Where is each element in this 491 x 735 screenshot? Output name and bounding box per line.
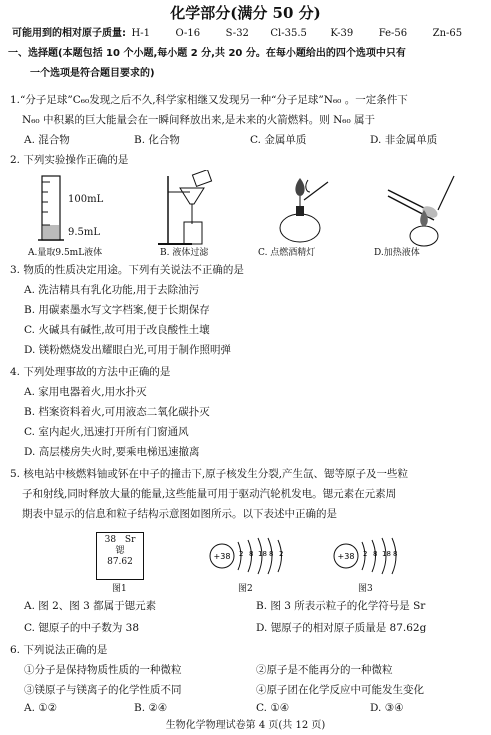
mass-s: S-32 (225, 28, 249, 39)
fig2-caption: 图2 (238, 584, 253, 594)
q1-line1: 1.“分子足球”C₆₀发现之后不久,科学家相继又发现另一种“分子足球”N₆₀ 。一定条件下 (10, 94, 408, 106)
q3-stem: 3. 物质的性质决定用途。下列有关说法不正确的是 (10, 264, 244, 276)
fig3-shell-3: 18 (382, 550, 391, 558)
mass-cl: Cl-35.5 (270, 28, 307, 39)
q1-option-c: C. 金属单质 (250, 134, 307, 146)
cylinder-bottom-label: 9.5mL (68, 227, 101, 238)
q4-option-b: B. 档案资料着火,可用液态二氧化碳扑灭 (24, 406, 210, 418)
atomic-masses (12, 28, 462, 40)
q2-caption-b: B. 液体过滤 (160, 248, 209, 258)
element-number-symbol: 38 Sr (104, 535, 136, 545)
heating-liquid-figure (380, 170, 460, 248)
q6-statement-4: ④原子团在化学反应中可能发生变化 (256, 684, 424, 696)
mass-h: H-1 (131, 28, 150, 39)
q2-figures (0, 170, 491, 260)
element-cell (96, 532, 144, 580)
q1-option-d: D. 非金属单质 (370, 134, 438, 146)
fig3-shell-2: 8 (373, 550, 378, 558)
q5-option-b: B. 图 3 所表示粒子的化学符号是 Sr (256, 600, 426, 612)
q6-option-b: B. ②④ (134, 702, 168, 714)
q5-option-c: C. 锶原子的中子数为 38 (24, 622, 140, 634)
q6-statement-1: ①分子是保持物质性质的一种微粒 (24, 664, 182, 676)
q5-option-a: A. 图 2、图 3 都属于锶元素 (24, 600, 157, 612)
q2-caption-c: C. 点燃酒精灯 (258, 248, 316, 258)
mass-o: O-16 (175, 28, 201, 39)
ion-structure-diagram (330, 532, 410, 582)
q1-option-a: A. 混合物 (24, 134, 70, 146)
q5-figures (0, 528, 491, 598)
q5-option-d: D. 锶原子的相对原子质量是 87.62g (256, 622, 427, 634)
mass-k: K-39 (330, 28, 354, 39)
fig2-shell-4: 8 (269, 550, 274, 558)
q6-statement-3: ③镁原子与镁离子的化学性质不同 (24, 684, 182, 696)
q4-option-c: C. 室内起火,迅速打开所有门窗通风 (24, 426, 189, 438)
q1-line2: N₆₀ 中积累的巨大能量会在一瞬间释放出来,是未来的火箭燃料。则 N₆₀ 属于 (22, 114, 376, 126)
mass-fe: Fe-56 (378, 28, 408, 39)
q1-option-b: B. 化合物 (134, 134, 180, 146)
fig3-caption: 图3 (358, 584, 373, 594)
q5-line3: 期表中显示的信息和粒子结构示意图如图所示。以下表述中正确的是 (22, 508, 337, 520)
fig1-caption: 图1 (112, 584, 127, 594)
page-footer: 生物化学物理试卷第 4 页(共 12 页) (165, 720, 326, 731)
fig3-shell-1: 2 (363, 550, 368, 558)
fig3-nucleus: +38 (337, 552, 355, 561)
fig2-shell-3: 18 (258, 550, 267, 558)
cylinder-top-label: 100mL (68, 194, 104, 205)
q4-option-a: A. 家用电器着火,用水扑灭 (24, 386, 147, 398)
q3-option-d: D. 镁粉燃烧发出耀眼白光,可用于制作照明弹 (24, 344, 232, 356)
q3-option-c: C. 火碱具有碱性,故可用于改良酸性土壤 (24, 324, 210, 336)
fig2-shell-1: 2 (239, 550, 244, 558)
filtration-figure (150, 170, 230, 248)
q2-stem: 2. 下列实验操作正确的是 (10, 154, 129, 166)
fig2-nucleus: +38 (213, 552, 231, 561)
q6-statement-2: ②原子是不能再分的一种微粒 (256, 664, 393, 676)
q2-caption-a: A.量取9.5mL液体 (28, 248, 103, 258)
q6-stem: 6. 下列说法正确的是 (10, 644, 108, 656)
q4-stem: 4. 下列处理事故的方法中正确的是 (10, 366, 171, 378)
fig2-shell-2: 8 (249, 550, 254, 558)
fig3-shell-4: 8 (393, 550, 398, 558)
page-title: 化学部分(满分 50 分) (170, 4, 321, 22)
atom-structure-diagram (206, 532, 296, 582)
fig2-shell-5: 2 (279, 550, 284, 558)
alcohol-lamp-lighting-figure (268, 170, 348, 248)
mass-zn: Zn-65 (432, 28, 463, 39)
q3-option-b: B. 用碳素墨水写文字档案,便于长期保存 (24, 304, 210, 316)
q2-caption-d: D.加热液体 (374, 248, 420, 258)
masses-label: 可能用到的相对原子质量: (12, 28, 126, 39)
q6-option-a: A. ①② (24, 702, 58, 714)
q4-option-d: D. 高层楼房失火时,要乘电梯迅速撤离 (24, 446, 200, 458)
q5-line2: 子和射线,同时释放大量的能量,这些能量可用于驱动汽轮机发电。锶元素在元素周 (22, 488, 397, 500)
q5-line1: 5. 核电站中核燃料铀或钚在中子的撞击下,原子核发生分裂,产生氙、锶等原子及一些粒 (10, 468, 409, 480)
element-mass: 87.62 (107, 556, 133, 567)
element-name: 锶 (115, 545, 125, 556)
q6-option-d: D. ③④ (370, 702, 404, 714)
section-heading-line2: 一个选项是符合题目要求的) (30, 68, 155, 79)
q3-option-a: A. 洗洁精具有乳化功能,用于去除油污 (24, 284, 200, 296)
q6-option-c: C. ①④ (256, 702, 290, 714)
section-heading-line1: 一、选择题(本题包括 10 个小题,每小题 2 分,共 20 分。在每小题给出的四个选项中只有 (8, 48, 406, 59)
